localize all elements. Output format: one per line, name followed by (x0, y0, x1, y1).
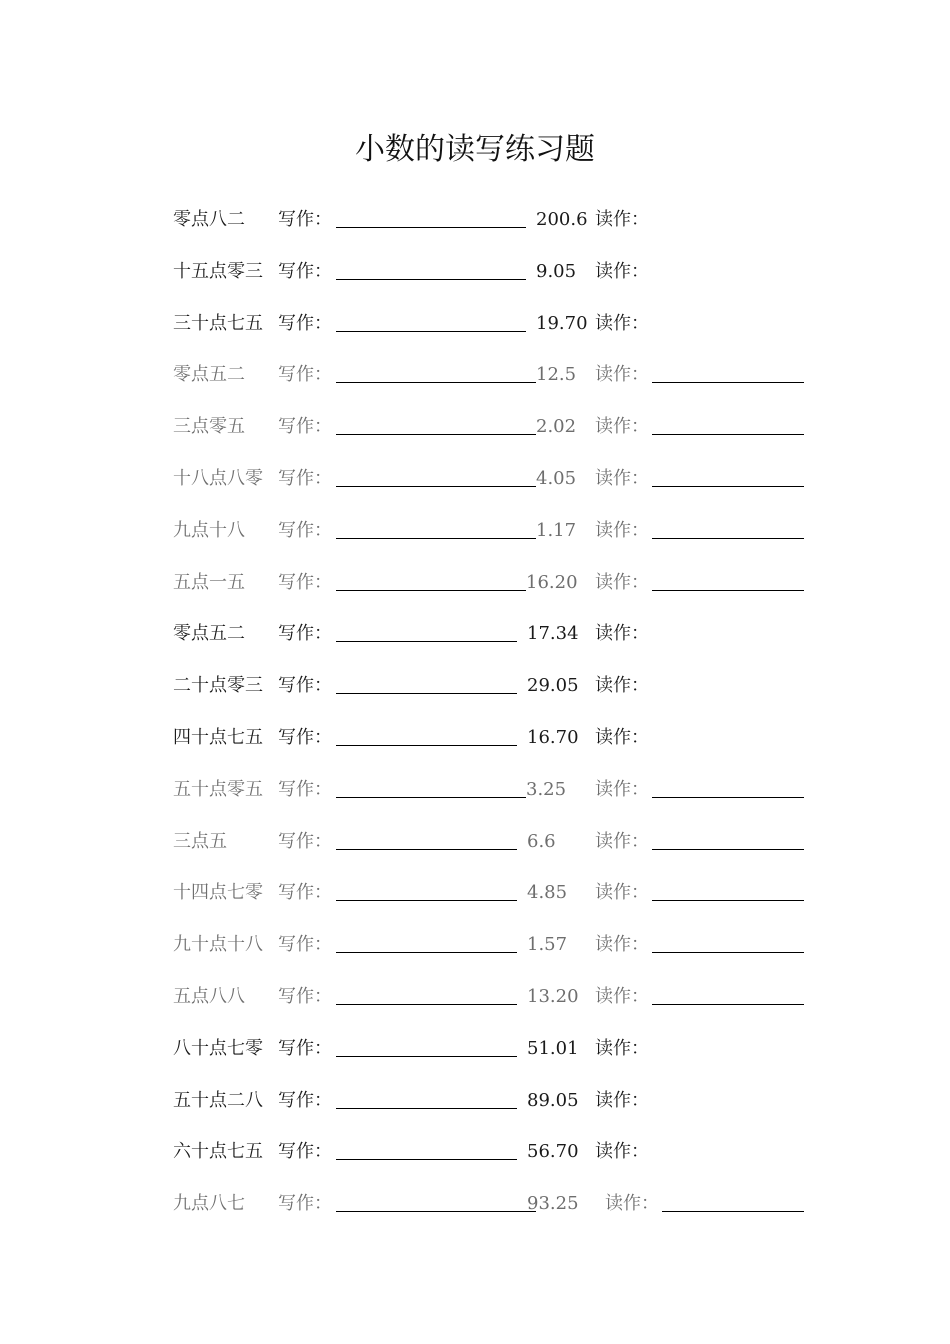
read-label: 读作： (595, 830, 649, 852)
decimal-number-text: 1.57 (527, 934, 568, 956)
write-answer-blank[interactable] (336, 1004, 517, 1005)
write-answer-blank[interactable] (336, 331, 526, 332)
exercise-row (0, 982, 950, 1012)
exercise-row (0, 671, 950, 701)
decimal-number-text: 12.5 (536, 364, 577, 386)
exercise-row (0, 412, 950, 442)
write-label: 写作： (278, 882, 332, 904)
decimal-number-text: 16.20 (526, 571, 578, 593)
exercise-row (0, 309, 950, 339)
write-label: 写作： (278, 1089, 332, 1111)
read-label: 读作： (595, 882, 649, 904)
read-label: 读作： (595, 934, 649, 956)
read-label: 读作： (595, 364, 649, 386)
read-label: 读作： (595, 260, 649, 282)
read-label: 读作： (595, 675, 649, 697)
write-answer-blank[interactable] (336, 693, 517, 694)
exercise-row (0, 930, 950, 960)
write-label: 写作： (278, 675, 332, 697)
read-label: 读作： (595, 778, 649, 800)
write-label: 写作： (278, 468, 332, 489)
chinese-number-text: 八十点七零 (173, 1037, 263, 1059)
read-label: 读作： (595, 1037, 649, 1059)
exercise-row (0, 1189, 950, 1219)
decimal-number-text: 56.70 (527, 1141, 579, 1163)
write-label: 写作： (278, 209, 332, 230)
write-answer-blank[interactable] (336, 797, 526, 798)
decimal-number-text: 4.85 (527, 882, 568, 904)
write-label: 写作： (278, 1141, 332, 1163)
read-label: 读作： (595, 986, 649, 1007)
write-answer-blank[interactable] (336, 745, 517, 746)
decimal-number-text: 93.25 (527, 1193, 579, 1215)
chinese-number-text: 九十点十八 (173, 934, 263, 956)
write-label: 写作： (278, 364, 332, 386)
write-label: 写作： (278, 260, 332, 282)
read-label: 读作： (595, 519, 649, 541)
read-answer-blank[interactable] (652, 952, 804, 953)
chinese-number-text: 三点零五 (173, 416, 245, 438)
chinese-number-text: 五点一五 (173, 571, 245, 593)
read-label: 读作： (595, 1089, 649, 1111)
chinese-number-text: 零点五二 (173, 623, 245, 645)
exercise-row (0, 568, 950, 598)
write-label: 写作： (278, 1037, 332, 1059)
write-label: 写作： (278, 416, 332, 438)
exercise-row (0, 1137, 950, 1167)
write-answer-blank[interactable] (336, 900, 517, 901)
chinese-number-text: 十八点八零 (173, 468, 263, 489)
decimal-number-text: 13.20 (527, 986, 579, 1007)
exercise-row (0, 1086, 950, 1116)
read-label: 读作： (595, 1141, 649, 1163)
chinese-number-text: 二十点零三 (173, 675, 263, 697)
exercise-row (0, 205, 950, 235)
exercise-row (0, 516, 950, 546)
read-label: 读作： (595, 571, 649, 593)
chinese-number-text: 九点八七 (173, 1193, 245, 1215)
exercise-row (0, 464, 950, 494)
write-label: 写作： (278, 623, 332, 645)
decimal-number-text: 51.01 (527, 1037, 579, 1059)
exercise-row (0, 827, 950, 857)
chinese-number-text: 五十点二八 (173, 1089, 263, 1111)
write-answer-blank[interactable] (336, 227, 526, 228)
read-answer-blank[interactable] (652, 1004, 804, 1005)
exercise-row (0, 878, 950, 908)
read-label: 读作： (595, 209, 649, 230)
decimal-number-text: 19.70 (536, 312, 588, 334)
exercise-row (0, 775, 950, 805)
read-label: 读作： (595, 312, 649, 334)
decimal-number-text: 1.17 (536, 519, 577, 541)
decimal-number-text: 2.02 (536, 416, 577, 438)
write-label: 写作： (278, 934, 332, 956)
write-label: 写作： (278, 778, 332, 800)
read-label: 读作： (595, 623, 649, 645)
read-answer-blank[interactable] (652, 797, 804, 798)
chinese-number-text: 十五点零三 (173, 260, 263, 282)
write-answer-blank[interactable] (336, 849, 517, 850)
write-label: 写作： (278, 312, 332, 334)
decimal-number-text: 200.6 (536, 209, 588, 230)
chinese-number-text: 零点五二 (173, 364, 245, 386)
decimal-number-text: 29.05 (527, 675, 579, 697)
read-answer-blank[interactable] (662, 1211, 804, 1212)
decimal-number-text: 16.70 (527, 727, 579, 748)
chinese-number-text: 三点五 (173, 830, 227, 852)
read-answer-blank[interactable] (652, 849, 804, 850)
read-label: 读作： (605, 1193, 659, 1215)
chinese-number-text: 十四点七零 (173, 882, 263, 904)
chinese-number-text: 零点八二 (173, 209, 245, 230)
decimal-number-text: 6.6 (527, 830, 556, 852)
write-label: 写作： (278, 1193, 332, 1215)
decimal-number-text: 9.05 (536, 260, 577, 282)
write-answer-blank[interactable] (336, 486, 536, 487)
write-answer-blank[interactable] (336, 538, 536, 539)
chinese-number-text: 三十点七五 (173, 312, 263, 334)
write-answer-blank[interactable] (336, 1159, 517, 1160)
decimal-number-text: 3.25 (526, 778, 567, 800)
exercise-row (0, 257, 950, 287)
read-label: 读作： (595, 727, 649, 748)
write-answer-blank[interactable] (336, 952, 517, 953)
read-answer-blank[interactable] (652, 590, 804, 591)
write-label: 写作： (278, 830, 332, 852)
decimal-number-text: 4.05 (536, 468, 577, 489)
write-answer-blank[interactable] (336, 1108, 517, 1109)
chinese-number-text: 四十点七五 (173, 727, 263, 748)
read-answer-blank[interactable] (652, 486, 804, 487)
write-label: 写作： (278, 986, 332, 1007)
read-answer-blank[interactable] (652, 538, 804, 539)
chinese-number-text: 五点八八 (173, 986, 245, 1007)
read-answer-blank[interactable] (652, 382, 804, 383)
write-answer-blank[interactable] (336, 590, 526, 591)
exercise-row (0, 619, 950, 649)
write-answer-blank[interactable] (336, 279, 526, 280)
write-label: 写作： (278, 571, 332, 593)
chinese-number-text: 六十点七五 (173, 1141, 263, 1163)
write-answer-blank[interactable] (336, 1211, 536, 1212)
read-answer-blank[interactable] (652, 900, 804, 901)
decimal-number-text: 89.05 (527, 1089, 579, 1111)
write-label: 写作： (278, 727, 332, 748)
read-answer-blank[interactable] (652, 434, 804, 435)
write-answer-blank[interactable] (336, 1056, 517, 1057)
read-label: 读作： (595, 416, 649, 438)
read-label: 读作： (595, 468, 649, 489)
exercise-row (0, 723, 950, 753)
page-title: 小数的读写练习题 (355, 132, 595, 167)
decimal-number-text: 17.34 (527, 623, 579, 645)
exercise-row (0, 360, 950, 390)
write-answer-blank[interactable] (336, 434, 536, 435)
write-answer-blank[interactable] (336, 641, 517, 642)
exercise-row (0, 1034, 950, 1064)
chinese-number-text: 九点十八 (173, 519, 245, 541)
chinese-number-text: 五十点零五 (173, 778, 263, 800)
write-answer-blank[interactable] (336, 382, 536, 383)
write-label: 写作： (278, 519, 332, 541)
